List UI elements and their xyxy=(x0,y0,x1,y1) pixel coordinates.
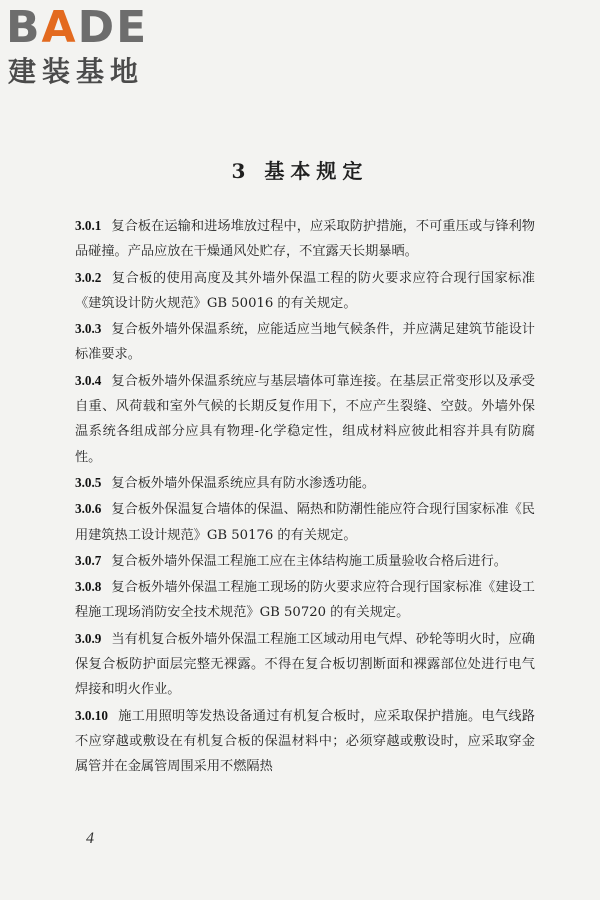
clause-text: 复合板外墙外保温系统应具有防水渗透功能。 xyxy=(111,475,376,491)
clause-number: 3.0.9 xyxy=(75,630,102,646)
clause-list xyxy=(75,213,535,780)
clause-3-0-2 xyxy=(75,265,535,317)
clause-number: 3.0.5 xyxy=(75,474,102,490)
clause-3-0-1 xyxy=(75,213,535,265)
clause-number: 3.0.8 xyxy=(75,579,102,595)
clause-text: 当有机复合板外墙外保温工程施工区域动用电气焊、砂轮等明火时，应确保复合板防护面层完整无裸露。不得在复合板切割断面和裸露部位处进行电气焊接和明火作业。 xyxy=(75,631,535,698)
clause-text: 施工用照明等发热设备通过有机复合板时，应采取保护措施。电气线路不应穿越或敷设在有机复合板的保温材料中；必须穿越或敷设时，应采取穿金属管并在金属管周围采用不燃隔热 xyxy=(75,708,535,775)
clause-text: 复合板的使用高度及其外墙外保温工程的防火要求应符合现行国家标准《建筑设计防火规范》GB 50016 的有关规定。 xyxy=(75,270,535,311)
bade-logo xyxy=(6,4,176,88)
clause-text: 复合板外墙外保温工程施工应在主体结构施工质量验收合格后进行。 xyxy=(111,553,507,569)
clause-text: 复合板在运输和进场堆放过程中，应采取防护措施，不可重压或与锋利物品碰撞。产品应放在干燥通风处贮存，不宜露天长期暴晒。 xyxy=(75,219,535,260)
clause-number: 3.0.1 xyxy=(75,218,102,233)
clause-text: 复合板外保温复合墙体的保温、隔热和防潮性能应符合现行国家标准《民用建筑热工设计规范》GB 50176 的有关规定。 xyxy=(75,502,535,543)
clause-text: 复合板外墙外保温系统，应能适应当地气候条件，并应满足建筑节能设计标准要求。 xyxy=(75,322,535,363)
clause-number: 3.0.4 xyxy=(75,372,102,388)
clause-text: 复合板外墙外保温系统应与基层墙体可靠连接。在基层正常变形以及承受自重、风荷载和室外气候的长期反复作用下，不应产生裂缝、空鼓。外墙外保温系统各组成部分应具有物理-化学稳定性，组成材料应彼此相容并具有防腐性。 xyxy=(75,373,535,465)
clause-3-0-4 xyxy=(75,368,535,470)
page-number: 4 xyxy=(86,830,94,847)
clause-3-0-5 xyxy=(75,470,535,496)
clause-number: 3.0.10 xyxy=(75,707,108,723)
clause-number: 3.0.3 xyxy=(75,321,102,337)
clause-number: 3.0.7 xyxy=(75,552,102,568)
clause-3-0-7 xyxy=(75,548,535,574)
clause-3-0-8 xyxy=(75,574,535,626)
clause-3-0-3 xyxy=(75,316,535,368)
logo-subtitle: 建装基地 xyxy=(8,55,145,88)
clause-3-0-9 xyxy=(75,626,535,703)
clause-3-0-10 xyxy=(75,703,535,780)
chapter-title: 3 基本规定 xyxy=(231,159,369,183)
clause-number: 3.0.6 xyxy=(75,501,102,517)
clause-3-0-6 xyxy=(75,496,535,548)
logo-brand: BADE xyxy=(6,2,149,53)
clause-text: 复合板外墙外保温工程施工现场的防火要求应符合现行国家标准《建设工程施工现场消防安全技术规范》GB 50720 的有关规定。 xyxy=(75,580,535,621)
clause-number: 3.0.2 xyxy=(75,269,102,285)
